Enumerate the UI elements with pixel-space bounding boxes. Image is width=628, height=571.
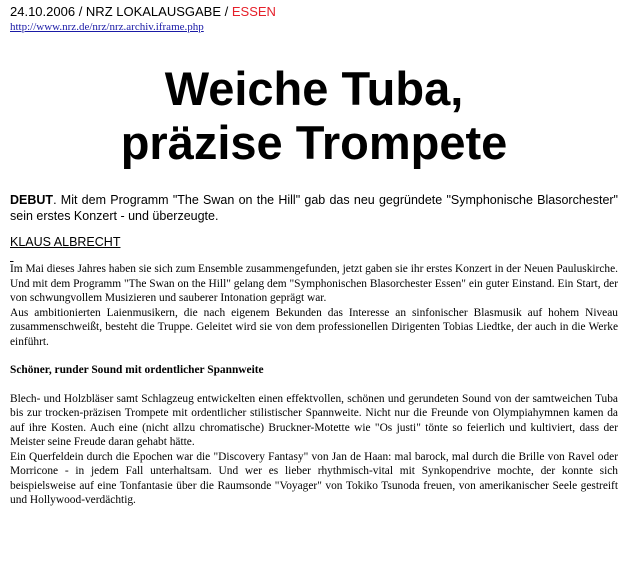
intro-kicker: DEBUT (10, 193, 54, 207)
body-paragraph: Ein Querfeldein durch die Epochen war die "Discovery Fantasy" von Jan de Haan: mal barock, mal durch die Brille von Ravel oder Morricone - in jedem Fall unterhaltsam. Und wer es lieber rhythmisch-vital mit Synkopendrive mochte, der konnte sich beispielsweise auf eine Tonfantasie über die Raumsonde "Voyager" von Tokiko Tsunoda freuen, von amerikanischer Seele gestreift und Hollywood-verdächtig. (10, 450, 618, 506)
intro-paragraph (10, 192, 618, 224)
byline: KLAUS ALBRECHT (10, 235, 121, 249)
dateline-separator: / (75, 4, 86, 19)
source-url-link[interactable]: http://www.nrz.de/nrz/nrz.archiv.iframe.php (10, 21, 204, 33)
dateline (10, 4, 618, 20)
city: ESSEN (231, 4, 276, 19)
headline-line-2: präzise Trompete (120, 116, 508, 169)
article-page (10, 4, 618, 508)
headline (10, 62, 618, 170)
headline-line-1: Weiche Tuba, (164, 62, 464, 115)
body-paragraph: Blech- und Holzbläser samt Schlagzeug entwickelten einen effektvollen, schönen und gerundeten Sound von der samtweichen Tuba bis zur trocken-präzisen Trompete mit ordentlicher stilistischer Spannweite. Nicht nur die Freunde von Olympiahymnen kamen da auf ihre Kosten. Auch eine (nicht allzu chromatische) Bruckner-Motette wie "Os justi" tönte so feierlich und kultiviert, dass der Meister seine Freude daran gehabt hätte. (10, 392, 618, 448)
edition: NRZ LOKALAUSGABE (85, 4, 222, 19)
body-paragraph: Aus ambitionierten Laienmusikern, die nach eigenem Bekunden das Interesse an sinfonischer Blasmusik auf hohem Niveau zusammenschweißt, besteht die Truppe. Geleitet wird sie von dem professionellen Dirigenten Tobias Liedtke, der auch in die Werke einführt. (10, 306, 618, 348)
intro-text: . Mit dem Programm "The Swan on the Hill" gab das neu gegründete "Symphonische Blasorchester" sein erstes Konzert - und überzeugte. (10, 193, 618, 223)
date: 24.10.2006 (10, 4, 76, 19)
subheading: Schöner, runder Sound mit ordentlicher Spannweite (10, 364, 264, 376)
dateline-separator: / (221, 4, 232, 19)
underline-spacer (10, 250, 618, 262)
body-paragraph: Im Mai dieses Jahres haben sie sich zum Ensemble zusammengefunden, jetzt gaben sie ihr erstes Konzert in der Neuen Pauluskirche. Und mit dem Programm "The Swan on the Hill" gelang dem "Symphonischen Blasorchester Essen" ein guter Einstand. Ein Start, der von schwungvollem Musizieren und sauberer Intonation geprägt war. (10, 263, 618, 304)
